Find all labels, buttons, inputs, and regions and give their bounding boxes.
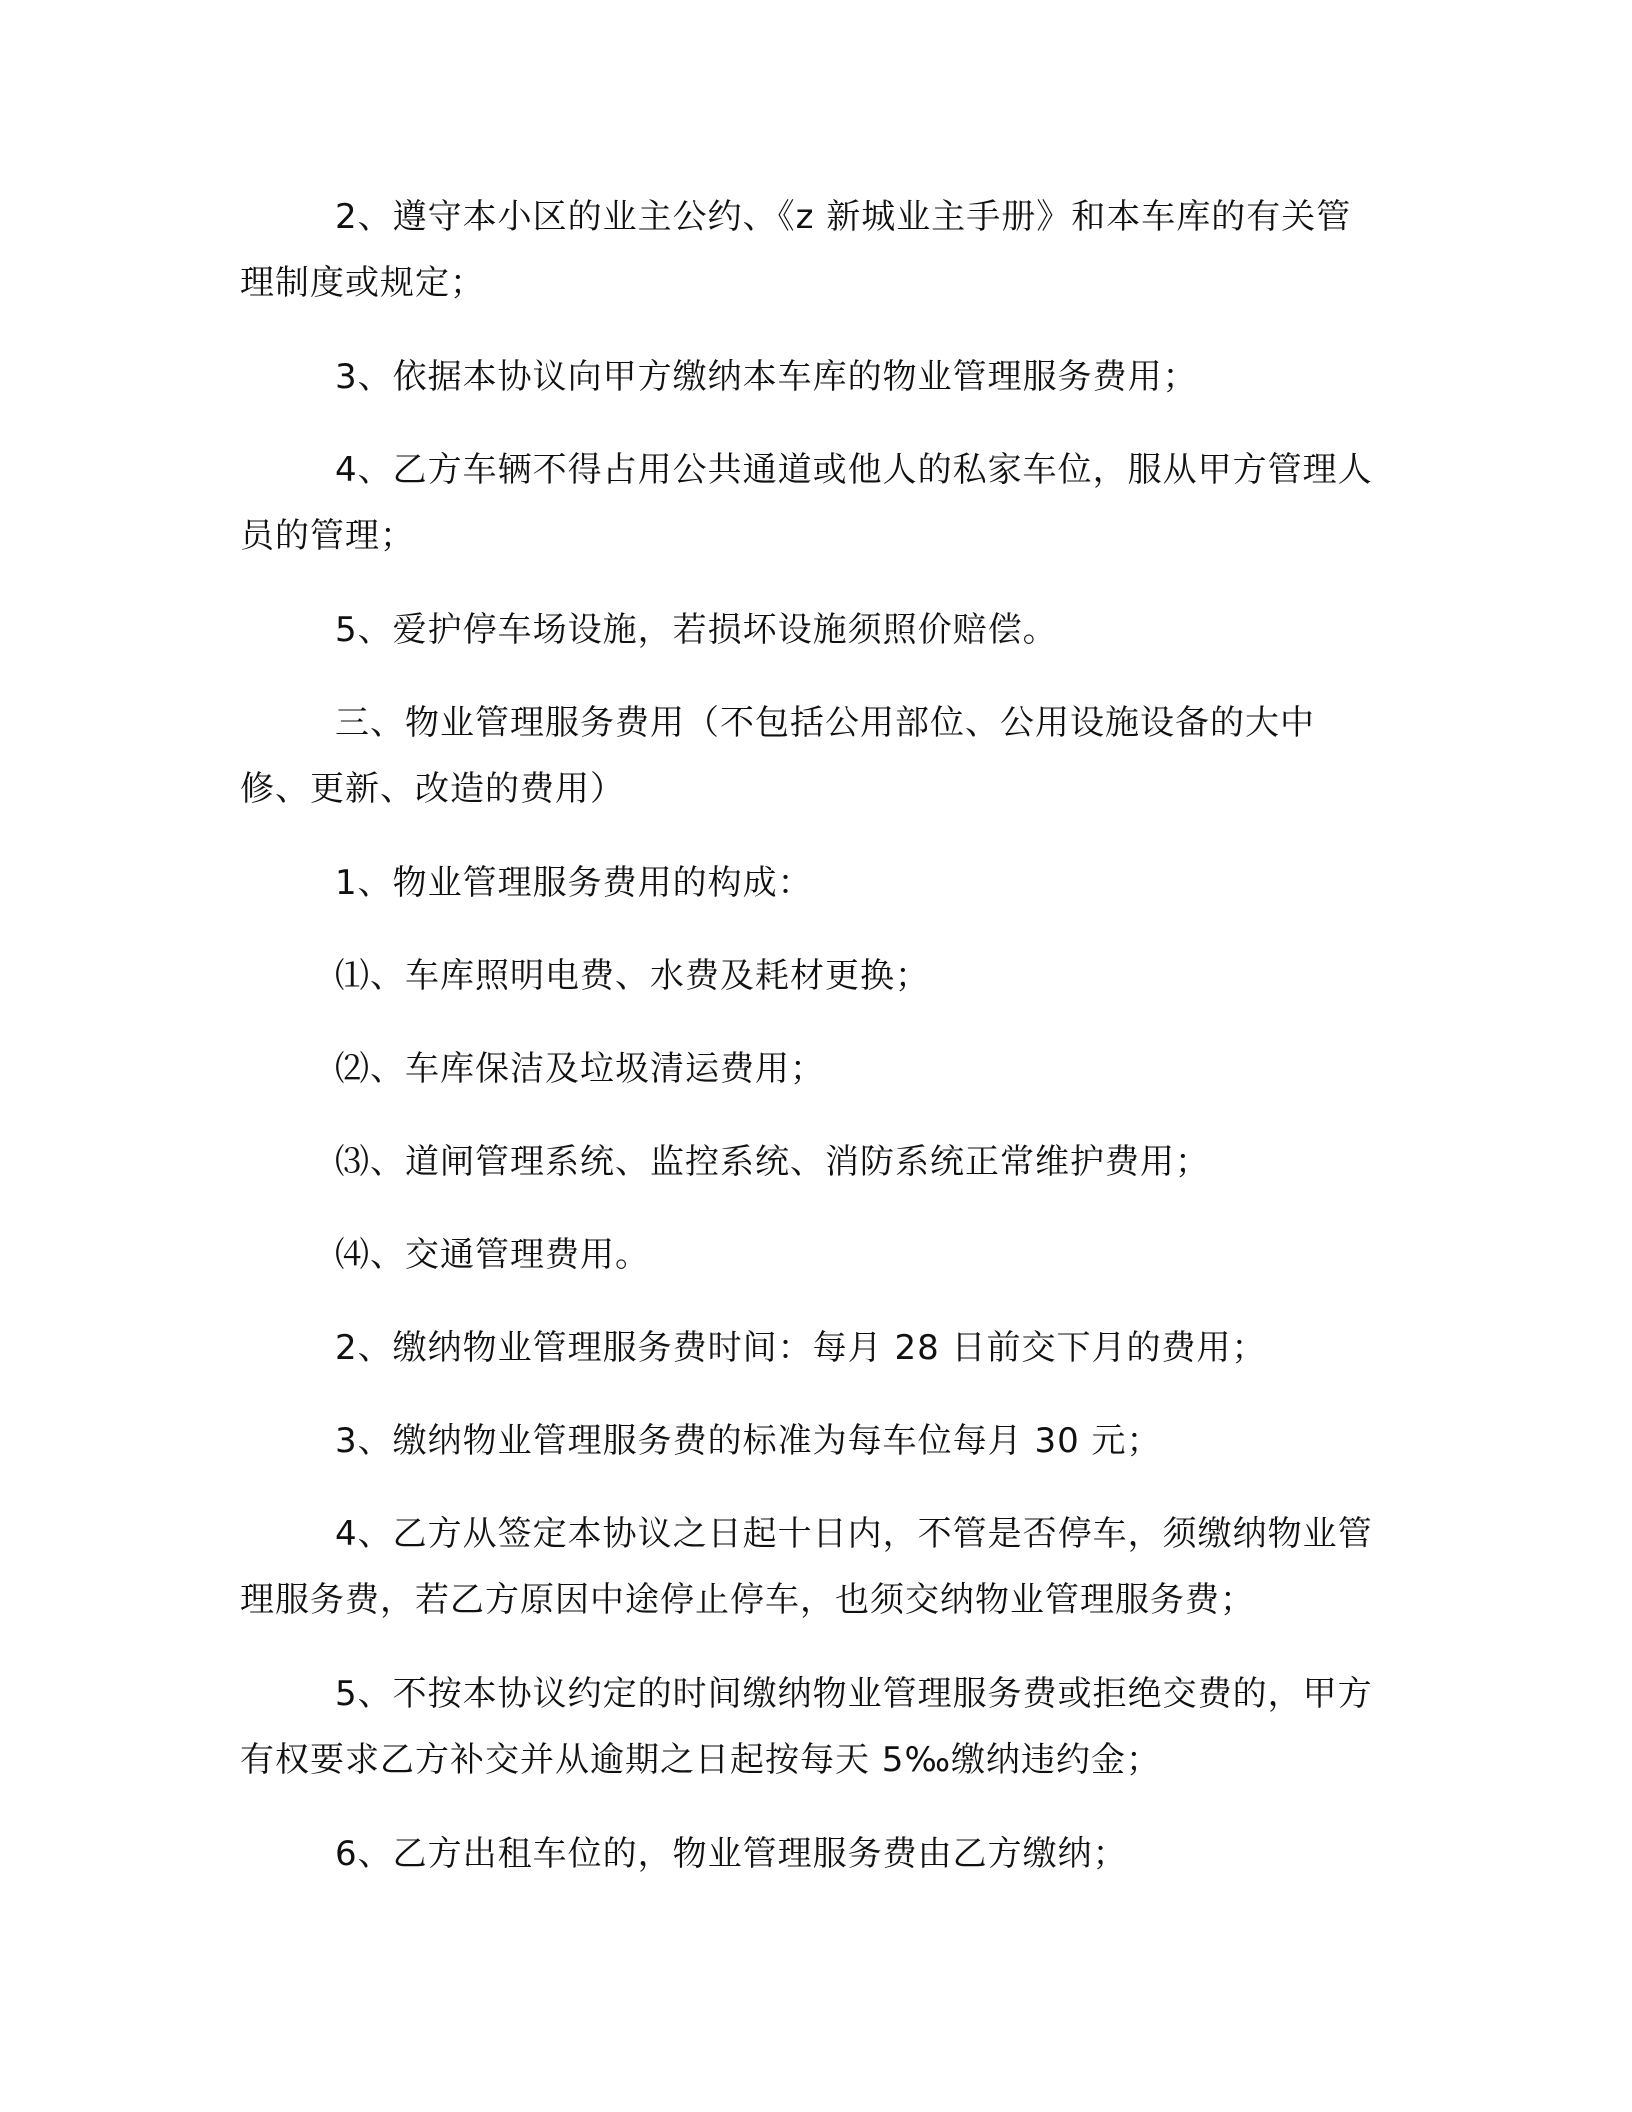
item-1-lighting-water: ⑴、车库照明电费、水费及耗材更换； — [335, 956, 930, 996]
paragraph-2-observe-rules: 2、遵守本小区的业主公约、《z 新城业主手册》和本车库的有关管理制度或规定； — [240, 197, 1352, 303]
paragraph-1-fee-composition: 1、物业管理服务费用的构成： — [335, 863, 813, 903]
paragraph-3-pay-fees: 3、依据本协议向甲方缴纳本车库的物业管理服务费用； — [335, 357, 1198, 397]
item-3-systems-maintenance: ⑶、道闸管理系统、监控系统、消防系统正常维护费用； — [335, 1142, 1210, 1182]
item-2-cleaning: ⑵、车库保洁及垃圾清运费用； — [335, 1049, 825, 1089]
paragraph-5-late-penalty: 5、不按本协议约定的时间缴纳物业管理服务费或拒绝交费的，甲方有权要求乙方补交并从逾期之日起按每天 5‰缴纳违约金； — [240, 1674, 1373, 1780]
paragraph-3-fee-standard: 3、缴纳物业管理服务费的标准为每车位每月 30 元； — [335, 1421, 1162, 1461]
section-3-heading: 三、物业管理服务费用（不包括公用部位、公用设施设备的大中修、更新、改造的费用） — [240, 703, 1315, 809]
paragraph-4-no-occupying: 4、乙方车辆不得占用公共通道或他人的私家车位，服从甲方管理人员的管理； — [240, 450, 1373, 556]
paragraph-5-protect-facilities: 5、爱护停车场设施，若损坏设施须照价赔偿。 — [335, 610, 1058, 650]
paragraph-4-payment-obligation: 4、乙方从签定本协议之日起十日内，不管是否停车，须缴纳物业管理服务费，若乙方原因中途停止停车，也须交纳物业管理服务费； — [240, 1514, 1373, 1620]
item-4-traffic-management: ⑷、交通管理费用。 — [335, 1235, 650, 1275]
paragraph-6-rental-fee: 6、乙方出租车位的，物业管理服务费由乙方缴纳； — [335, 1834, 1128, 1874]
paragraph-2-payment-time: 2、缴纳物业管理服务费时间：每月 28 日前交下月的费用； — [335, 1328, 1267, 1368]
